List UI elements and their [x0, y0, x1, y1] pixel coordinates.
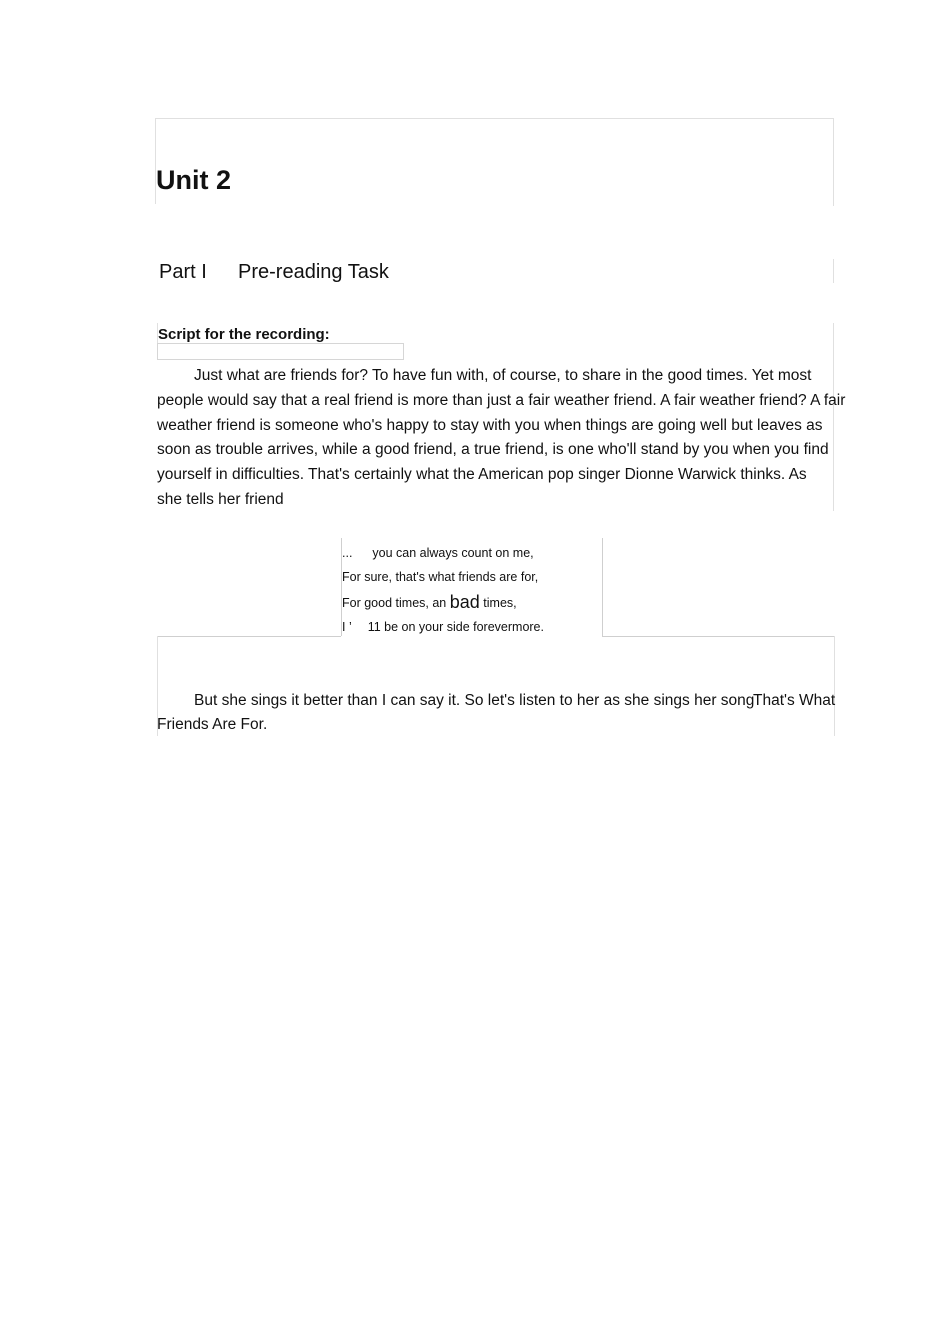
frame-right-line [833, 118, 834, 206]
lyrics-line-3 [342, 594, 517, 611]
script-heading: Script for the recording: [158, 326, 330, 343]
lyrics-line-4-text: 11 be on your side forevermore. [367, 620, 544, 634]
lyrics-line-2: For sure, that's what friends are for, [342, 570, 539, 584]
frame-top-line [155, 118, 833, 119]
lyrics-bottom-right-line [602, 636, 834, 637]
lyrics-line-1-ellipsis: ... [342, 546, 353, 560]
lyrics-line-3-word-times-2: times, [483, 596, 517, 610]
lyrics-line-4-prefix: I ’ [342, 620, 352, 634]
script-heading-underline-box [157, 343, 404, 360]
lyrics-line-4 [342, 619, 544, 635]
frame-right-line-bottom [834, 636, 835, 736]
frame-right-line-part [833, 259, 834, 283]
paragraph-1-line-6: she tells her friend [157, 491, 284, 508]
part-label: Part I [159, 261, 207, 283]
lyrics-line-3-word-an: an [432, 596, 447, 610]
paragraph-1-line-2: people would say that a real friend is more than just a fair weather friend. A fair weather friend? A fair [157, 392, 846, 409]
paragraph-2-line-2: Friends Are For. [157, 716, 268, 733]
part-title: Pre-reading Task [238, 261, 389, 283]
paragraph-1-line-5: yourself in difficulties. That's certainly what the American pop singer Dionne Warwick thinks. As [157, 466, 807, 483]
frame-right-line-script [833, 323, 834, 511]
lyrics-line-3-word-bad: bad [449, 592, 480, 612]
paragraph-1-line-4: soon as trouble arrives, while a good friend, a true friend, is one who'll stand by you when you find [157, 441, 829, 458]
lyrics-bottom-left-line [157, 636, 341, 637]
lyrics-line-3-word-good: good [364, 596, 393, 610]
lyrics-line-3-word-times: times, [395, 596, 429, 610]
paragraph-2-song-title: That's What [753, 692, 836, 709]
lyrics-line-1 [342, 545, 534, 561]
paragraph-1-line-3: weather friend is someone who's happy to stay with you when things are going well but leaves as [157, 417, 823, 434]
paragraph-1-line-1: Just what are friends for? To have fun with, of course, to share in the good times. Yet most [194, 367, 812, 384]
lyrics-right-border [602, 538, 603, 636]
unit-title: Unit 2 [156, 165, 232, 195]
lyrics-line-3-word-for: For [342, 596, 361, 610]
paragraph-2-line-1: But she sings it better than I can say it. So let's listen to her as she sings her song [194, 692, 755, 709]
lyrics-line-1-text: you can always count on me, [372, 546, 534, 560]
